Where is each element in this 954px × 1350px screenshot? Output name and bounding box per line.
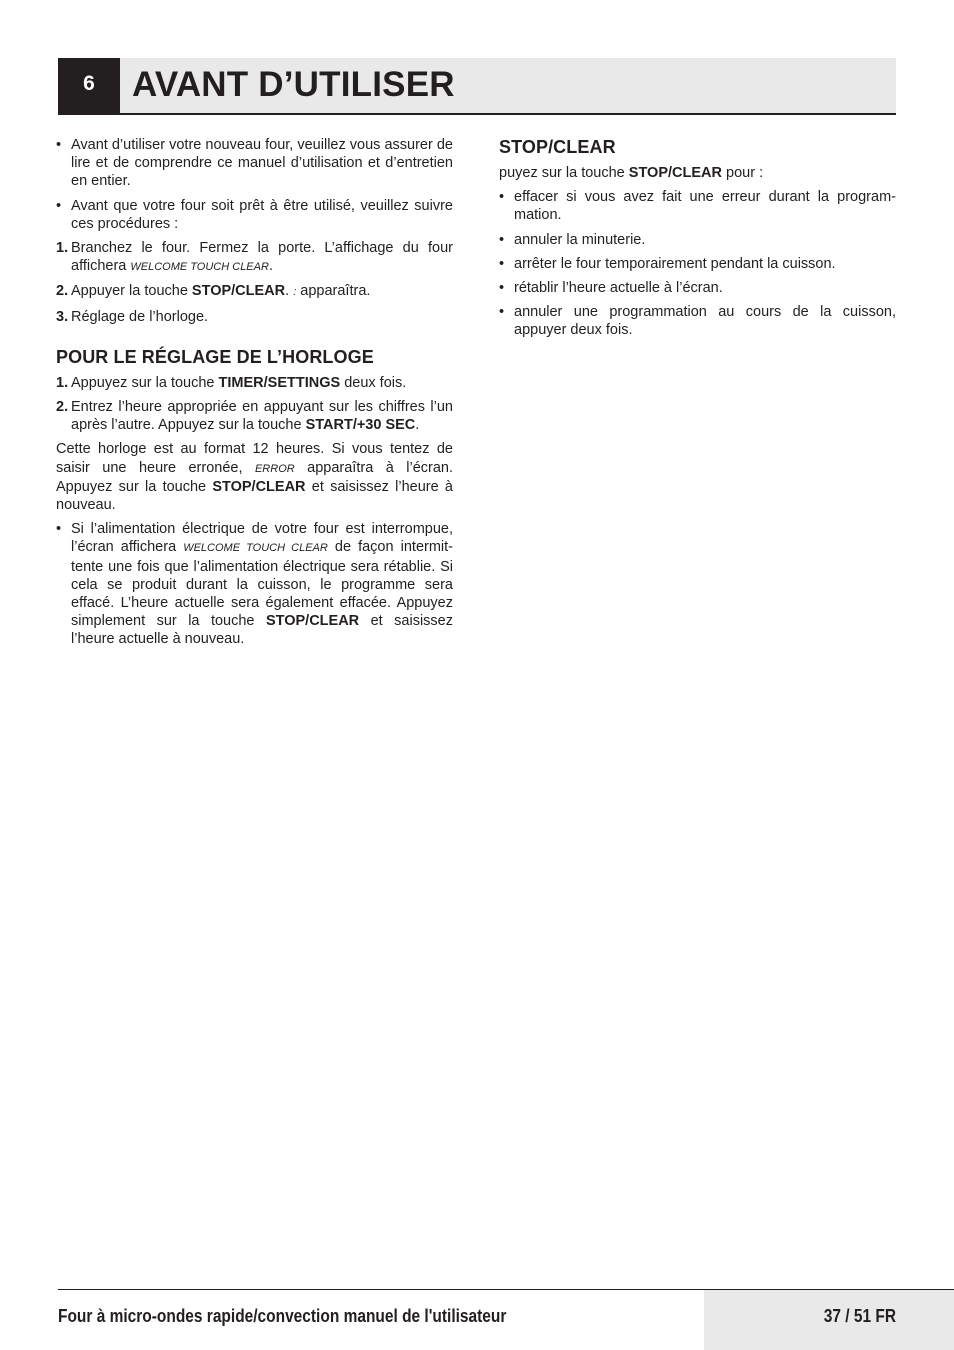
bullet-marker: •: [499, 189, 505, 206]
display-message: :: [293, 286, 297, 299]
display-message: ERROR: [254, 462, 295, 475]
bullet-marker: •: [56, 137, 62, 153]
bullet-marker: •: [499, 255, 505, 272]
bullet-marker: •: [499, 231, 505, 248]
step-number: 2.: [56, 399, 69, 416]
intro-bullet-read-manual: [56, 136, 453, 191]
chapter-header: [58, 58, 896, 115]
bullet-marker: •: [499, 280, 505, 297]
chapter-title: AVANT D’UTILISER: [132, 65, 455, 104]
stop-clear-item: • rétablir l’heure actuelle à l’écran.: [499, 280, 723, 297]
bullet-marker: •: [499, 304, 505, 321]
stop-clear-item: • annuler la minuterie.: [499, 231, 646, 248]
step-number: 1.: [56, 374, 69, 391]
step-number: 3.: [56, 308, 69, 325]
display-message: WELCOME TOUCH CLEAR: [130, 261, 269, 274]
step-text: Branchez le four. Fermez la porte. L’affichage du four affichera: [71, 240, 453, 275]
bullet-text: Avant que votre four soit prêt à être utilisé, veuillez suivre ces procédures :: [71, 197, 453, 232]
key-name: START/+30 SEC: [305, 417, 416, 434]
right-column: [499, 136, 896, 346]
stop-clear-item: • arrêter le four temporairement pendant la cuisson.: [499, 255, 836, 272]
footer-page-number: 37 / 51 FR: [823, 1306, 896, 1326]
left-column: [56, 136, 453, 655]
clock-step-2: 2. Entrez l’heure appropriée en appuyant sur les chiffres l’un après l’autre. Appuyez sur la touche START/+30 SEC.: [56, 399, 453, 434]
section-heading-clock: POUR LE RÉGLAGE DE L’HORLOGE: [56, 346, 374, 367]
key-name: STOP/CLEAR: [212, 478, 306, 495]
key-name: STOP/CLEAR: [191, 283, 286, 300]
bullet-text: Avant d’utiliser votre nouveau four, veuillez vous assurer de lire et de comprendre ce manuel d’utilisation et d’entretien en entier.: [71, 137, 453, 190]
stop-clear-item: • annuler une programmation au cours de la cuisson, appuyer deux fois.: [499, 304, 896, 339]
step-2: 2. Appuyer la touche STOP/CLEAR. : apparaîtra.: [56, 283, 371, 300]
display-message: WELCOME TOUCH CLEAR: [183, 542, 328, 555]
footer-manual-title: Four à micro-ondes rapide/convection manuel de l'utilisateur: [58, 1306, 507, 1326]
power-interruption-bullet: • Si l’alimentation électrique de votre four est interrompue, l’écran affichera WELCOME TOUCH CLEAR de façon intermit-tente une fois que l’alimentation électrique sera rétablie. Si cela se produit durant la cuisson, le programme sera effacé. L’heure actuelle sera également effacée. Appuyez simplement sur la touche STOP/CLEAR et saisissez l’heure actuelle à nouveau.: [56, 521, 453, 648]
key-name: TIMER/SETTINGS: [218, 374, 341, 391]
chapter-number: 6: [58, 58, 120, 113]
step-1: 1. Branchez le four. Fermez la porte. L’affichage du four affichera WELCOME TOUCH CLEAR.: [56, 240, 453, 275]
stop-clear-item: • effacer si vous avez fait une erreur durant la program-mation.: [499, 189, 896, 224]
step-text: Entrez l’heure appropriée en appuyant sur les chiffres l’un après l’autre. Appuyez sur la touche: [71, 399, 453, 434]
step-number: 1.: [56, 240, 69, 257]
bullet-marker: •: [56, 521, 62, 538]
step-number: 2.: [56, 283, 69, 300]
clock-step-1: 1. Appuyez sur la touche TIMER/SETTINGS deux fois.: [56, 374, 407, 391]
section-heading-stop-clear: STOP/CLEAR: [499, 137, 616, 157]
bullet-marker: •: [56, 197, 62, 214]
clock-format-paragraph: Cette horloge est au format 12 heures. Si vous tentez de saisir une heure erronée, ERROR apparaîtra à l’écran. Appuyez sur la touche STOP/CLEAR et saisissez l’heure à nouveau.: [56, 441, 453, 514]
step-3: [56, 308, 453, 326]
intro-bullet-procedures: [56, 197, 453, 233]
step-text: Appuyez sur la touche: [71, 374, 219, 391]
key-name: STOP/CLEAR: [265, 613, 360, 630]
key-name: STOP/CLEAR: [628, 165, 722, 181]
step-text: Réglage de l’horloge.: [71, 308, 209, 325]
step-text: Appuyer la touche: [71, 283, 192, 300]
stop-clear-intro: puyez sur la touche STOP/CLEAR pour :: [499, 165, 764, 181]
